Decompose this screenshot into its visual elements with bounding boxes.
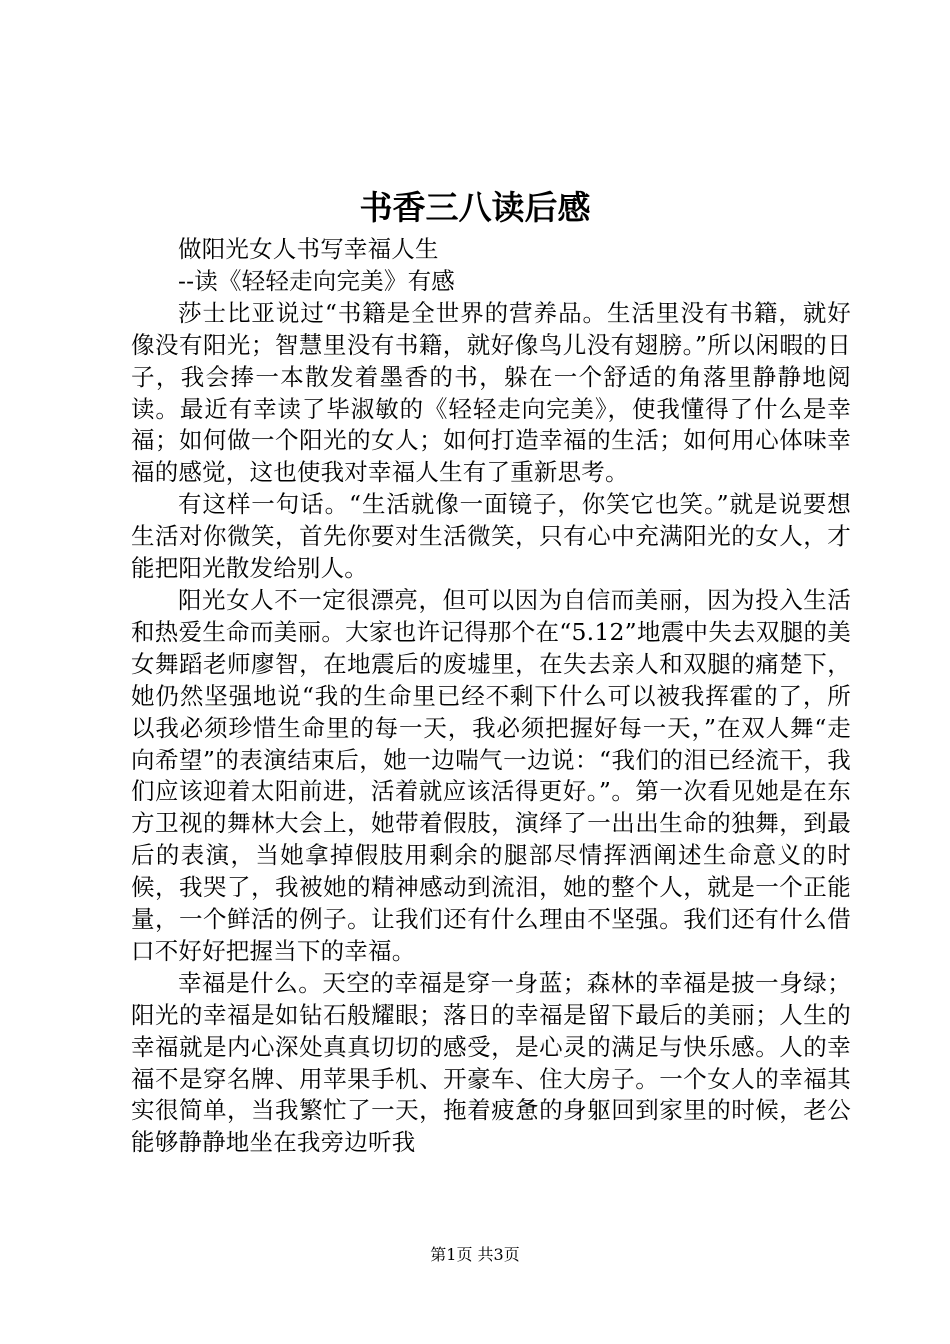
document-body bbox=[131, 234, 851, 1159]
page-number-footer: 第1页 共3页 bbox=[430, 1245, 520, 1264]
document-title: 书香三八读后感 bbox=[359, 188, 591, 227]
body-paragraph: 幸福是什么。天空的幸福是穿一身蓝；森林的幸福是披一身绿；阳光的幸福是如钻石般耀眼；落日的幸福是留下最后的美丽；人生的幸福就是内心深处真真切切的感受，是心灵的满足与快乐感。人的幸福不是穿名牌、用苹果手机、开豪车、住大房子。一个女人的幸福其实很简单，当我繁忙了一天，拖着疲惫的身躯回到家里的时候，老公能够静静地坐在我旁边听我 bbox=[131, 968, 851, 1157]
subtitle-line: 做阳光女人书写幸福人生 bbox=[178, 235, 439, 263]
subtitle-reference-line: --读《轻轻走向完美》有感 bbox=[178, 266, 455, 295]
body-paragraph: 阳光女人不一定很漂亮，但可以因为自信而美丽，因为投入生活和热爱生命而美丽。大家也许记得那个在“5.12”地震中失去双腿的美女舞蹈老师廖智，在地震后的废墟里，在失去亲人和双腿的痛楚下，她仍然坚强地说“我的生命里已经不剩下什么可以被我挥霍的了，所以我必须珍惜生命里的每一天，我必须把握好每一天，”在双人舞“走向希望”的表演结束后，她一边喘气一边说：“我们的泪已经流干，我们应该迎着太阳前进，活着就应该活得更好。”。第一次看见她是在东方卫视的舞林大会上，她带着假肢，演绎了一出出生命的独舞，到最后的表演，当她拿掉假肢用剩余的腿部尽情挥洒阐述生命意义的时候，我哭了，我被她的精神感动到流泪，她的整个人，就是一个正能量，一个鲜活的例子。让我们还有什么理由不坚强。我们还有什么借口不好好把握当下的幸福。 bbox=[131, 585, 851, 965]
body-paragraph: 莎士比亚说过“书籍是全世界的营养品。生活里没有书籍，就好像没有阳光；智慧里没有书籍，就好像鸟儿没有翅膀。”所以闲暇的日子，我会捧一本散发着墨香的书，躲在一个舒适的角落里静静地阅读。最近有幸读了毕淑敏的《轻轻走向完美》，使我懂得了什么是幸福；如何做一个阳光的女人；如何打造幸福的生活；如何用心体味幸福的感觉，这也使我对幸福人生有了重新思考。 bbox=[131, 298, 851, 487]
body-paragraph: 有这样一句话。“生活就像一面镜子，你笑它也笑。”就是说要想生活对你微笑，首先你要对生活微笑，只有心中充满阳光的女人，才能把阳光散发给别人。 bbox=[131, 490, 851, 583]
